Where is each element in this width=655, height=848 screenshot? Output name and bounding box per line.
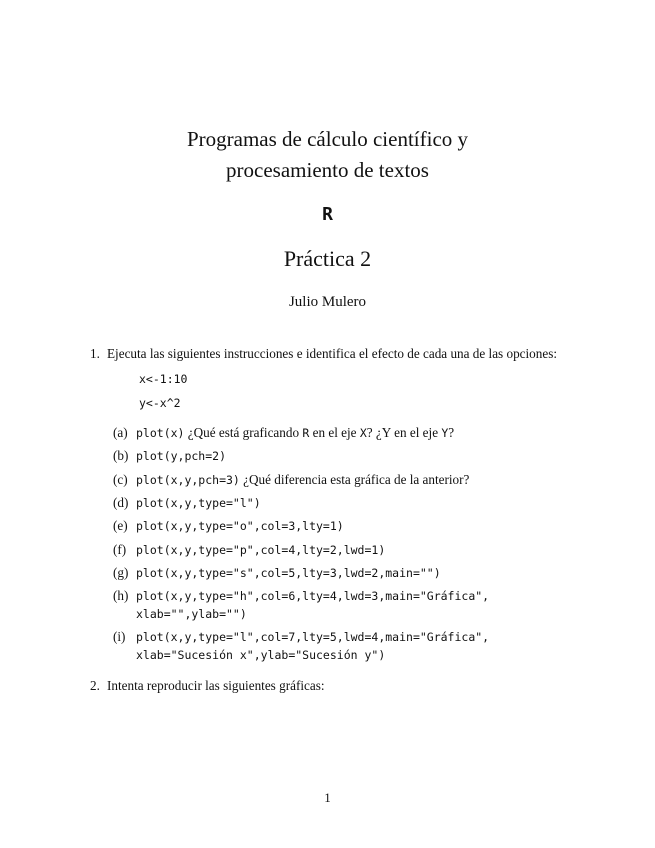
list-item [113, 494, 261, 512]
page-title [0, 124, 655, 186]
item-label: (e) [113, 518, 128, 533]
item-code: plot(x) [136, 426, 185, 440]
item-label: (c) [113, 472, 128, 487]
item-code: plot(x,y,type="h",col=6,lty=4,lwd=3,main="Gráfica", [136, 589, 490, 603]
item-text: ¿Qué está graficando [184, 425, 303, 440]
item-label: (i) [113, 629, 126, 644]
list-item [113, 471, 469, 489]
item-label: (b) [113, 448, 129, 463]
list-item [113, 517, 344, 535]
exercise-number: 2. [90, 678, 100, 693]
item-code: plot(x,y,pch=3) [136, 473, 240, 487]
exercise-text: Intenta reproducir las siguientes gráficas: [107, 678, 325, 693]
author: Julio Mulero [288, 294, 367, 310]
software-name: R [322, 204, 333, 225]
exercise-number: 1. [90, 346, 100, 361]
exercise-1 [90, 346, 557, 362]
item-code: plot(y,pch=2) [136, 449, 227, 463]
item-label: (a) [113, 425, 128, 440]
list-item [113, 587, 489, 623]
title-line-2: procesamiento de textos [226, 158, 429, 182]
item-code: Y [441, 426, 449, 440]
code-line: x<-1:10 [139, 372, 188, 386]
list-item [113, 424, 454, 442]
exercise-text: Ejecuta las siguientes instrucciones e identifica el efecto de cada una de las opciones: [107, 346, 558, 361]
item-code-continuation: xlab="",ylab="") [136, 607, 247, 621]
item-code: X [359, 426, 367, 440]
list-item [113, 564, 441, 582]
item-text: ¿Qué diferencia esta gráfica de la anterior? [239, 472, 470, 487]
item-label: (h) [113, 588, 129, 603]
list-item [113, 447, 226, 465]
item-code: plot(x,y,type="l",col=7,lty=5,lwd=4,main="Gráfica", [136, 630, 490, 644]
list-item [113, 628, 489, 664]
item-code: plot(x,y,type="p",col=4,lty=2,lwd=1) [136, 543, 386, 557]
item-label: (f) [113, 542, 127, 557]
code-line: y<-x^2 [139, 396, 181, 410]
list-item [113, 541, 385, 559]
item-code: plot(x,y,type="l") [136, 496, 261, 510]
practice-title: Práctica 2 [283, 246, 372, 271]
item-code: plot(x,y,type="s",col=5,lty=3,lwd=2,main="") [136, 566, 441, 580]
page-number: 1 [324, 790, 331, 805]
item-code: R [302, 426, 310, 440]
item-text: ? ¿Y en el eje [366, 425, 442, 440]
item-code-continuation: xlab="Sucesión x",ylab="Sucesión y") [136, 648, 386, 662]
exercise-2 [90, 678, 325, 694]
item-text: en el eje [309, 425, 360, 440]
item-code: plot(x,y,type="o",col=3,lty=1) [136, 519, 344, 533]
item-label: (d) [113, 495, 129, 510]
item-text: ? [448, 425, 455, 440]
title-line-1: Programas de cálculo científico y [186, 127, 469, 151]
item-label: (g) [113, 565, 129, 580]
